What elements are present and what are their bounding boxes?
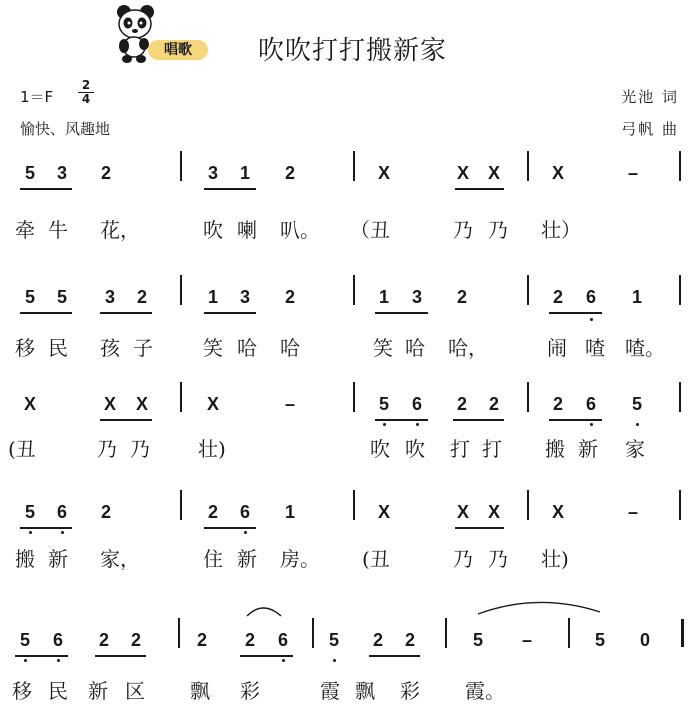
lyric: 搬	[15, 547, 35, 571]
note: 3	[104, 287, 115, 307]
note: X	[551, 163, 564, 183]
lyric: 花，	[100, 218, 140, 242]
end-barline-thick	[681, 619, 684, 647]
lyric: 住	[203, 547, 223, 571]
note: 2	[456, 287, 467, 307]
note: 5	[56, 287, 67, 307]
lyric: 霞	[320, 679, 340, 703]
lyric: 喳	[585, 336, 605, 360]
note: 2	[100, 502, 111, 522]
song-title: 吹吹打打搬新家	[258, 36, 448, 66]
lyric: 新	[48, 547, 68, 571]
tie-long	[478, 602, 600, 614]
note: 2	[98, 630, 109, 650]
note: 6	[52, 630, 63, 650]
note: –	[627, 163, 638, 183]
lyric: 喇	[237, 218, 257, 242]
note: X	[551, 502, 564, 522]
lyric: 壮)	[198, 437, 226, 461]
tie-short	[247, 608, 281, 616]
note: X	[487, 502, 500, 522]
lyric: 乃	[488, 547, 508, 571]
lyric: 乃	[130, 437, 150, 461]
note: 5	[24, 163, 35, 183]
lyric: 吹	[203, 218, 223, 242]
note: X	[135, 394, 148, 414]
lyric: 家	[625, 437, 645, 461]
lyric: 打	[482, 437, 502, 461]
lyric: 牵	[15, 218, 35, 242]
note: X	[456, 502, 469, 522]
section-badge: 唱歌	[148, 40, 208, 60]
note: 3	[56, 163, 67, 183]
note: 1	[239, 163, 250, 183]
note: 6	[277, 630, 288, 650]
lyric: 彩	[240, 679, 260, 703]
tempo-marking: 愉快、风趣地	[20, 120, 111, 138]
note: X	[456, 163, 469, 183]
note: 2	[456, 394, 467, 414]
lyric: 喳。	[625, 336, 665, 360]
lyric: 哈，	[448, 336, 488, 360]
lyric: 飘	[190, 679, 210, 703]
lyric: 移	[12, 679, 32, 703]
note: 1	[378, 287, 389, 307]
note: 2	[136, 287, 147, 307]
note: X	[103, 394, 116, 414]
note: 2	[207, 502, 218, 522]
note: X	[377, 163, 390, 183]
lyric: 哈	[405, 336, 425, 360]
lyric: 叭。	[280, 218, 320, 242]
lyric: 壮）	[541, 218, 581, 242]
lyric: 飘	[355, 679, 375, 703]
note: –	[284, 394, 295, 414]
note: 5	[328, 630, 339, 650]
meter-top: 2	[81, 78, 91, 92]
lyric: 民	[48, 336, 68, 360]
lyric: 哈	[237, 336, 257, 360]
note: 6	[411, 394, 422, 414]
lyric: (丑	[8, 437, 36, 461]
note: 5	[24, 287, 35, 307]
note: 5	[472, 630, 483, 650]
note: 6	[585, 287, 596, 307]
note: X	[23, 394, 36, 414]
note: X	[206, 394, 219, 414]
note: 5	[594, 630, 605, 650]
lyric: 乃	[488, 218, 508, 242]
note: 1	[207, 287, 218, 307]
note: 3	[239, 287, 250, 307]
note: 6	[585, 394, 596, 414]
composer-credit: 弓帆 曲	[621, 120, 679, 138]
note: 2	[244, 630, 255, 650]
note: 2	[552, 287, 563, 307]
lyric: 打	[450, 437, 470, 461]
note: 5	[378, 394, 389, 414]
note: 2	[196, 630, 207, 650]
note: X	[377, 502, 390, 522]
note: 2	[372, 630, 383, 650]
lyric: 哈	[280, 336, 300, 360]
note: 2	[404, 630, 415, 650]
note: 6	[56, 502, 67, 522]
lyric: 民	[48, 679, 68, 703]
lyric: 闹	[547, 336, 567, 360]
lyric: 笑	[203, 336, 223, 360]
note: 2	[284, 163, 295, 183]
note: –	[521, 630, 532, 650]
note: 2	[130, 630, 141, 650]
note: 1	[284, 502, 295, 522]
lyric: 区	[125, 679, 145, 703]
note: 0	[639, 630, 650, 650]
note: 5	[19, 630, 30, 650]
note: 6	[239, 502, 250, 522]
lyric: 霞。	[465, 679, 505, 703]
lyric: 壮)	[541, 547, 569, 571]
lyric: 吹	[405, 437, 425, 461]
lyric: 房。	[280, 547, 320, 571]
lyric: 新	[237, 547, 257, 571]
lyric: 乃	[453, 218, 473, 242]
note: 3	[207, 163, 218, 183]
lyric: 吹	[370, 437, 390, 461]
lyric: 子	[133, 336, 153, 360]
lyric: 笑	[373, 336, 393, 360]
note: 2	[552, 394, 563, 414]
lyric: 牛	[48, 218, 68, 242]
lyric: 新	[578, 437, 598, 461]
lyric: 孩	[100, 336, 120, 360]
note: X	[487, 163, 500, 183]
meter-bottom: 4	[81, 92, 91, 106]
note: 5	[631, 394, 642, 414]
note: 5	[24, 502, 35, 522]
note: 3	[411, 287, 422, 307]
key-signature: 1＝F	[20, 88, 54, 106]
lyric: 搬	[545, 437, 565, 461]
note: 2	[284, 287, 295, 307]
lyric: 乃	[453, 547, 473, 571]
lyric: （丑	[350, 218, 390, 242]
lyricist-credit: 光池 词	[621, 88, 679, 106]
note: –	[627, 502, 638, 522]
lyric: 新	[88, 679, 108, 703]
lyric: (丑	[362, 547, 390, 571]
lyric: 乃	[97, 437, 117, 461]
lyric: 家，	[100, 547, 140, 571]
note: 2	[488, 394, 499, 414]
lyric: 彩	[400, 679, 420, 703]
lyric: 移	[15, 336, 35, 360]
note: 2	[100, 163, 111, 183]
note: 1	[631, 287, 642, 307]
